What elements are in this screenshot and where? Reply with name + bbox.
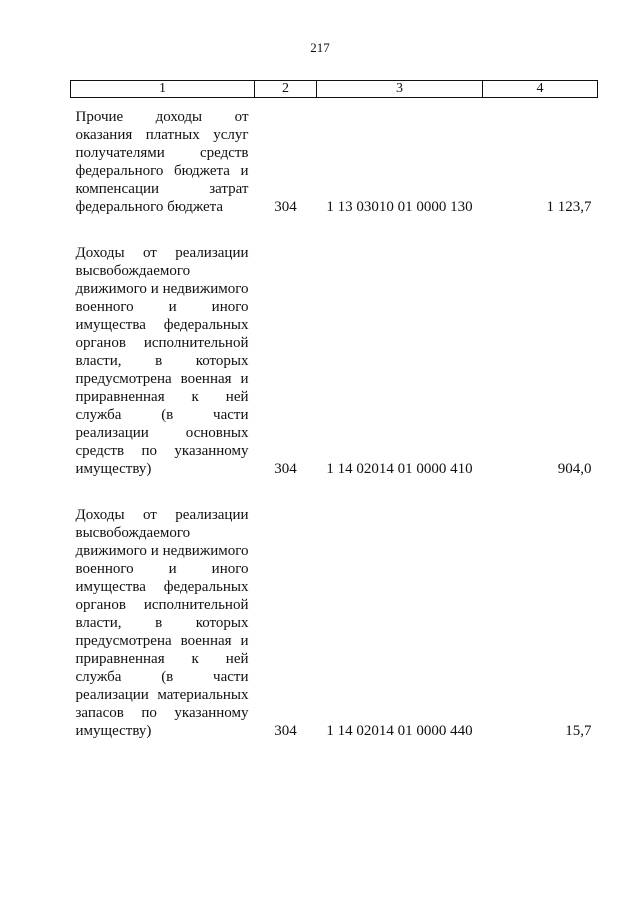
column-header-1: 1 <box>71 81 255 98</box>
row-description <box>71 506 255 740</box>
table-row <box>71 98 598 217</box>
row-amount: 904,0 <box>557 461 592 477</box>
row-spacer <box>71 478 598 506</box>
row-code: 1 14 02014 01 0000 410 <box>326 461 473 477</box>
row-code: 1 14 02014 01 0000 440 <box>326 723 473 739</box>
row-section: 304 <box>274 723 297 739</box>
row-description-text: Прочие доходы от оказания платных услуг получателями средств федерального бюджета и компенсации затрат федерального бюджета <box>75 109 249 215</box>
row-section: 304 <box>274 199 297 215</box>
column-header-4: 4 <box>483 81 598 98</box>
row-spacer <box>71 216 598 244</box>
table-row <box>71 244 598 478</box>
row-code: 1 13 03010 01 0000 130 <box>326 199 473 215</box>
table-row <box>71 506 598 740</box>
column-header-2: 2 <box>255 81 317 98</box>
row-description-text: Доходы от реализации высвобождаемого движимого и недвижимого военного и иного имущества федеральных органов исполнительной власти, в которых предусмотрена военная и приравненная к ней служба (в части реализации основных средств по указанному имуществу) <box>75 245 249 477</box>
income-table <box>70 80 598 740</box>
row-amount: 15,7 <box>565 723 592 739</box>
row-description <box>71 98 255 217</box>
column-header-3: 3 <box>317 81 483 98</box>
row-description-text: Доходы от реализации высвобождаемого движимого и недвижимого военного и иного имущества федеральных органов исполнительной власти, в которых предусмотрена военная и приравненная к ней служба (в части реализации материальных запасов по указанному имуществу) <box>75 507 249 739</box>
row-section: 304 <box>274 461 297 477</box>
header-row <box>71 81 598 98</box>
page-number: 217 <box>310 40 330 55</box>
row-amount: 1 123,7 <box>546 199 592 215</box>
row-description <box>71 244 255 478</box>
